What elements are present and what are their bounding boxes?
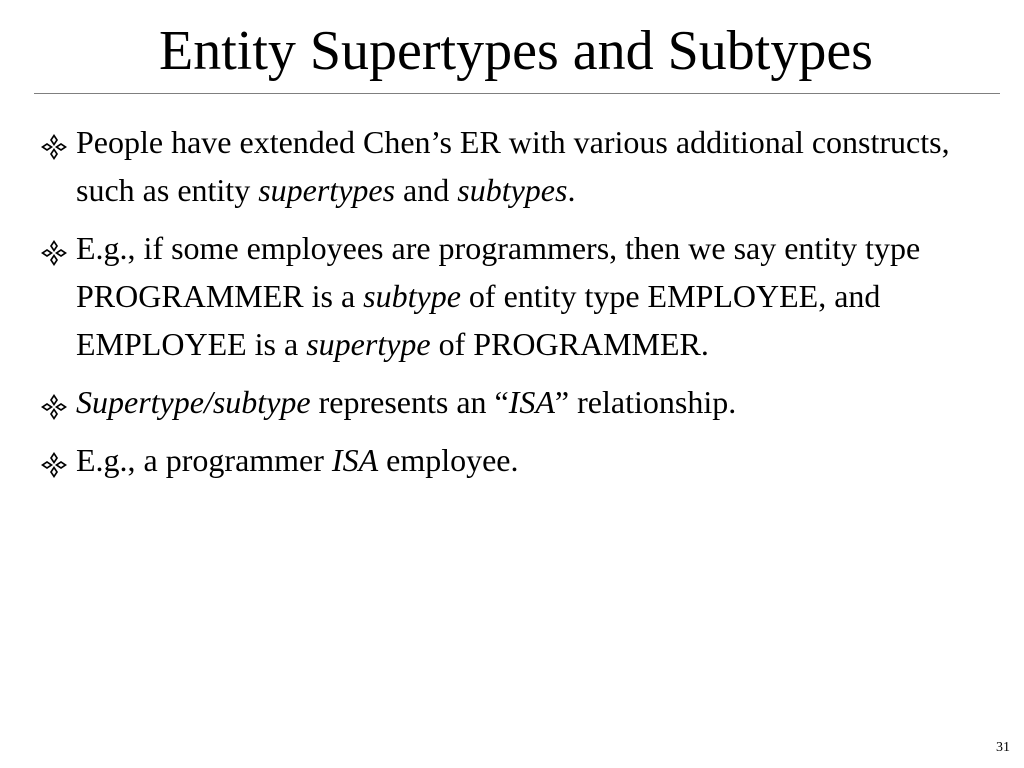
- bullet-text: [76, 230, 920, 362]
- bullet-item: [40, 224, 1000, 368]
- slide-title: Entity Supertypes and Subtypes: [159, 20, 873, 82]
- four-diamond-bullet-icon: [40, 239, 68, 267]
- bullet-list: [40, 118, 1000, 494]
- four-diamond-bullet-icon: [40, 133, 68, 161]
- four-diamond-bullet-icon: [40, 451, 68, 479]
- bullet-text: [76, 384, 736, 420]
- bullet-text-segment: supertype: [306, 326, 431, 362]
- bullet-item: [40, 436, 1000, 484]
- bullet-text: [76, 442, 519, 478]
- bullet-text-segment: ISA: [508, 384, 555, 420]
- bullet-text-segment: and: [395, 172, 458, 208]
- bullet-text-segment: People have extended Chen’s ER with various additional constructs, such as entity: [76, 124, 950, 208]
- bullet-text-segment: E.g., if some employees are programmers, then we say entity type PROGRAMMER is a: [76, 230, 921, 314]
- bullet-text-segment: Supertype/subtype: [76, 384, 311, 420]
- bullet-item: [40, 378, 1000, 426]
- bullet-text-segment: of entity type EMPLOYEE, and EMPLOYEE is a: [76, 278, 881, 362]
- bullet-text-segment: ” relationship.: [554, 384, 737, 420]
- bullet-text-segment: supertypes: [258, 172, 396, 208]
- bullet-text-segment: E.g., a programmer: [76, 442, 332, 478]
- bullet-text-segment: .: [567, 172, 576, 208]
- bullet-text-segment: subtype: [363, 278, 461, 314]
- page-number: 31: [996, 740, 1010, 755]
- four-diamond-bullet-icon: [40, 393, 68, 421]
- bullet-text-segment: ISA: [331, 442, 379, 478]
- bullet-item: [40, 118, 1000, 214]
- bullet-text-segment: of PROGRAMMER.: [430, 326, 709, 362]
- bullet-text-segment: represents an “: [310, 384, 509, 420]
- bullet-text: [76, 124, 950, 208]
- bullet-text-segment: subtypes: [457, 172, 568, 208]
- title-divider: [34, 93, 1000, 94]
- bullet-text-segment: employee.: [378, 442, 519, 478]
